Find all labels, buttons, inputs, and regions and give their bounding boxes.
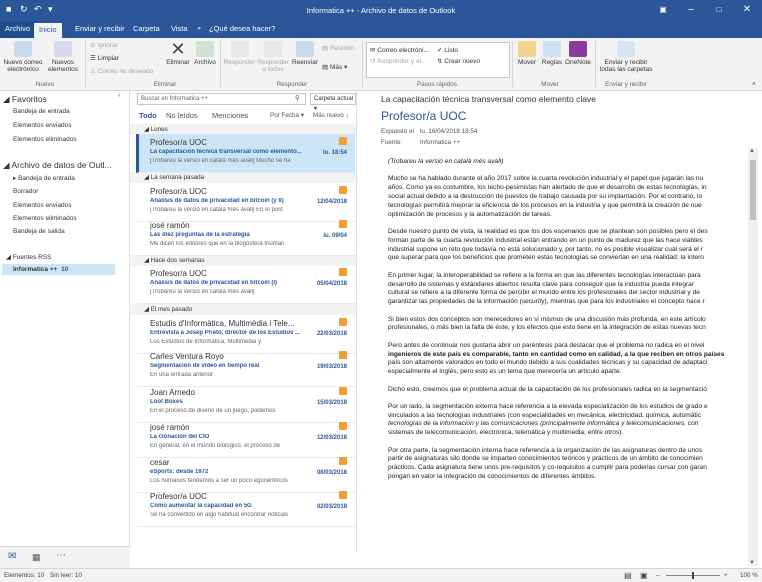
- folder-fav-inbox[interactable]: Bandeja de entrada: [13, 108, 70, 115]
- reading-scrollbar[interactable]: [748, 148, 758, 566]
- mail-icon[interactable]: ✉: [8, 551, 17, 562]
- posted-date: lu. 16/04/2018 18:54: [420, 128, 478, 135]
- send-receive-all-button[interactable]: Enviar y recibir todas las carpetas: [598, 41, 654, 73]
- filter-unread[interactable]: No leídos: [166, 111, 198, 120]
- posted-label: Expuesto el: [381, 128, 414, 135]
- folder-rss-informatica[interactable]: Informatica ++ 10: [2, 264, 115, 275]
- junk-button[interactable]: ⚠ Correo no deseado: [90, 68, 154, 75]
- lightning-icon: ↯: [437, 58, 445, 65]
- meeting-icon: ▤: [322, 45, 330, 52]
- list-item[interactable]: Profesor/a UOC Análisis de datos de privacidad en bitcoin (y II) 12/04/2018 [Trobareu la versió en català més avall] En el post: [136, 183, 355, 222]
- article-title: La capacitación técnica transversal como elemento clave: [381, 94, 596, 104]
- forward-icon: [296, 41, 314, 57]
- collapse-icon: ◢: [144, 126, 151, 133]
- rss-icon: [339, 318, 347, 326]
- move-button[interactable]: Mover: [514, 41, 540, 66]
- collapse-ribbon-icon[interactable]: ˄: [752, 81, 756, 88]
- rss-icon: [339, 491, 347, 499]
- group-header[interactable]: ◢ Hace dos semanas: [130, 255, 356, 266]
- list-item[interactable]: josé ramón La clonación del CIO 12/03/2018 En general, en el mundo biológico, el proceso de: [136, 419, 355, 458]
- new-items-icon: [54, 41, 72, 57]
- rss-icon: [339, 457, 347, 465]
- paragraph: Mucho se ha hablado durante el año 2017 sobre la cuarta revolución industrial y el papel que jugarán las nu años. Como ya es costumbre, los techo-pesimistas han alertado de que el desarrollo de estas tecnologías, in social actual debido a la destrucción de puestos de trabajo causada por su implantación. Por el contrario, lo tecnologías permitirá mejorar la eficiencia de los procesos en la industria y que permitirá la creación de nue optimización de procesos y la automatización de tareas.: [388, 175, 707, 218]
- group-header[interactable]: ◢ La semana pasada: [130, 172, 356, 183]
- search-input[interactable]: Buscar en Informatica ++: [137, 93, 306, 105]
- reply-all-button[interactable]: Responder a todos: [256, 41, 290, 73]
- unread-count: 10: [61, 266, 69, 273]
- folder-fav-sent[interactable]: Elementos enviados: [13, 122, 72, 129]
- ribbon-display-icon[interactable]: ▣: [659, 5, 667, 14]
- archive-icon: [196, 41, 214, 57]
- paragraph: Por otra parte, la segmentación interna hace referencia a la organización de las asignaturas dentro de unos partir de asignaturas silo donde se imparten conocimientos teóricos y prácticos de un ámbito de conocimien prácticos. Cada asignatura tiene unos pre-requisitos y co-requisitos a cumplir para poderlas cursar con garan pongan en valor la integración de conocimientos de diferentes ámbitos.: [388, 446, 707, 481]
- list-item[interactable]: Carles Ventura Royo Segmentación de vídeo en tiempo real 19/03/2018 En una entrada anterior: [136, 348, 355, 387]
- reply-all-icon: [264, 41, 282, 57]
- items-count: Elementos: 10: [4, 572, 45, 579]
- expand-arrow-icon: ◢: [3, 94, 12, 104]
- list-item[interactable]: josé ramón Las diez preguntas de la estrategia lu. 09/04 Me dicen los editores que en la blogosfera triunfan: [136, 217, 355, 256]
- folder-outbox[interactable]: Bandeja de salida: [13, 228, 65, 235]
- quick-step-mail[interactable]: ✉ Correo electróni...: [370, 47, 429, 54]
- filter-mentions[interactable]: Menciones: [212, 111, 249, 120]
- rss-icon: [339, 220, 347, 228]
- folder-drafts[interactable]: Borrador: [13, 188, 39, 195]
- sort-by-dropdown[interactable]: Por Fecha ▾: [270, 112, 304, 119]
- paragraph: Si bien estos dos conceptos son merecedores en sí mismos de una discusión más profunda, en este artículo profesionales, o más bien la falta de éste, y los efectos que esto tiene en la integración de estas nuevas tecn: [388, 315, 706, 332]
- group-label-move: Mover: [541, 81, 559, 88]
- ribbon-separator: [220, 41, 221, 87]
- folder-deleted[interactable]: Elementos eliminados: [13, 215, 77, 222]
- paragraph: Pero antes de continuar nos gustaría abrir un paréntesis para destacar que el problema no radica en el nivel ingenieros de este país es comparable, tanto en cantidad como en calidad, a la que reciben en otros países país son altamente valorados en todo el mundo debido a sus cualidades técnicas y su capacidad de adaptaci especialmente el inglés, pero esto es un tema que merecería un artículo aparte.: [388, 341, 725, 376]
- rss-icon: [339, 186, 347, 194]
- ribbon-separator: [595, 41, 596, 87]
- list-item[interactable]: cesar eSports: desde 1972 08/03/2018 Los humanos tendemos a ser un poco egocéntricos: [136, 454, 355, 493]
- article-author: Profesor/a UOC: [381, 109, 467, 123]
- quick-step-reply-delete[interactable]: ↺ Responder y el...: [370, 58, 427, 65]
- group-label-delete: Eliminar: [153, 81, 177, 88]
- filter-all[interactable]: Todo: [139, 111, 157, 120]
- source-value: Informatica ++: [420, 139, 461, 146]
- collapse-icon: ◢: [144, 174, 151, 181]
- zoom-out-icon[interactable]: –: [656, 572, 660, 579]
- tell-me-search[interactable]: ¿Qué desea hacer?: [209, 24, 276, 33]
- quick-step-done[interactable]: ✔ Listo: [437, 47, 458, 54]
- reply-button[interactable]: Responder: [223, 41, 256, 66]
- group-header[interactable]: ◢ Lunes: [130, 124, 356, 135]
- list-item[interactable]: Estudis d'Informàtica, Multimèdia i Tele... Entrevista a Josep Prieto, director de los Estudios ... 22/03/2018 Los Estudios de Informática, Multimedia y: [136, 315, 355, 354]
- folder-sent[interactable]: Elementos enviados: [13, 202, 72, 209]
- onenote-button[interactable]: OneNote: [564, 41, 592, 66]
- ribbon: [0, 38, 762, 91]
- search-icon[interactable]: ⚲: [295, 95, 300, 102]
- expand-arrow-icon: ▸: [13, 175, 19, 182]
- junk-icon: ⚠: [90, 68, 98, 75]
- tab-archivo[interactable]: Archivo: [0, 21, 35, 38]
- sendrecv-quick-icon[interactable]: ↻: [20, 4, 28, 14]
- list-item[interactable]: Profesor/a UOC La capacitación técnica transversal como elemento... lu. 18:54 [Trobareu la versió en català més avall] Mucho se ha: [136, 134, 355, 173]
- clean-icon: ☰: [90, 55, 98, 62]
- check-icon: ✔: [437, 47, 445, 54]
- customize-quick-access-icon[interactable]: ▾: [48, 4, 53, 14]
- collapse-icon: ◢: [144, 306, 151, 313]
- tab-enviar-recibir[interactable]: Enviar y recibir: [75, 24, 125, 33]
- article-body: [388, 158, 746, 490]
- tab-vista[interactable]: Vista: [171, 24, 188, 33]
- folder-inbox[interactable]: ▸ Bandeja de entrada: [13, 175, 75, 182]
- rules-button[interactable]: Reglas: [540, 41, 564, 66]
- search-scope-dropdown[interactable]: Carpeta actual ▾: [310, 93, 356, 105]
- tab-carpeta[interactable]: Carpeta: [133, 24, 160, 33]
- minimize-button[interactable]: –: [688, 4, 694, 15]
- delete-button[interactable]: ✕ Eliminar: [166, 39, 190, 66]
- more-apps-icon[interactable]: ⋯: [56, 550, 66, 561]
- rss-icon: [339, 422, 347, 430]
- quick-steps-gallery: [366, 42, 510, 78]
- source-label: Fuente: [381, 139, 401, 146]
- title-bar: [0, 0, 762, 21]
- paragraph: Por un lado, la segmentación externa hace referencia a la elevada especialización de los estudios de grado e vinculados a las tecnologías industriales (con especialidades en mecánica, electricidad, química, automátic tecnologías de la información y las comunicaciones (principalmente informática y telecomunicaciones, con sistemas de telecomunicación, electrónica, telemática y multimedia, entre otros).: [388, 402, 708, 437]
- mail-icon: ✉: [370, 47, 378, 54]
- ignore-icon: ⊘: [90, 42, 98, 49]
- tab-inicio[interactable]: Inicio: [34, 23, 62, 38]
- zoom-slider-thumb[interactable]: [692, 572, 694, 579]
- expand-arrow-icon: ◢: [6, 254, 13, 261]
- clean-button[interactable]: ☰ Limpiar: [90, 55, 119, 62]
- scroll-thumb[interactable]: [750, 160, 756, 220]
- normal-view-icon[interactable]: ▤: [624, 571, 632, 580]
- zoom-in-icon[interactable]: +: [724, 572, 728, 579]
- quick-step-create-new[interactable]: ↯ Crear nuevo: [437, 58, 481, 65]
- navigation-bar: [0, 546, 130, 568]
- list-item[interactable]: Joan Arnedo Loot Boxes 15/03/2018 En el proceso de diseño de un juego, podemos: [136, 384, 355, 423]
- new-email-button[interactable]: Nuevo correo electrónico: [3, 41, 43, 73]
- envelope-icon: [14, 41, 32, 57]
- paragraph: Dicho esto, creemos que el problema actual de la capacitación de los profesionales radica en la segmentació: [388, 385, 707, 393]
- more-icon: ▤: [322, 64, 330, 71]
- folder-pane: [0, 91, 130, 552]
- close-button[interactable]: ✕: [742, 4, 752, 15]
- lightbulb-icon: ⚬: [196, 24, 203, 33]
- ribbon-separator: [362, 41, 363, 87]
- folder-move-icon: [518, 41, 536, 57]
- ignore-button[interactable]: ⊘ Ignorar: [90, 42, 118, 49]
- group-label-respond: Responder: [276, 81, 308, 88]
- paragraph: (Trobareu la versió en català més avall): [388, 158, 504, 165]
- zoom-level[interactable]: 100 %: [740, 572, 758, 579]
- collapse-pane-icon[interactable]: ‹: [118, 92, 121, 99]
- reading-view-icon[interactable]: ▣: [640, 571, 648, 580]
- undo-icon[interactable]: ↶: [34, 4, 42, 14]
- status-bar: [0, 568, 762, 582]
- window-title: Informatica ++ - Archivo de datos de Outlook: [306, 6, 456, 15]
- ribbon-separator: [85, 41, 86, 87]
- paragraph: Desde nuestro punto de vista, la realidad es que los dos escenarios que se plantean son posibles pero el des forman parte de la cuarta revolución industrial están entrando en un punto de madurez que las hace viables industrial supone un reto que todavía no está solucionado y, por tanto, no es posible visualizar cuál será el r que superar para que los beneficios que prometen estas tecnologías se conviertan en una realidad: la intero: [388, 227, 708, 262]
- folder-fav-deleted[interactable]: Elementos eliminados: [13, 136, 77, 143]
- scroll-down-arrow[interactable]: ▼: [749, 560, 755, 566]
- favorites-header[interactable]: ◢ Favoritos: [3, 94, 47, 104]
- save-icon[interactable]: ■: [6, 4, 12, 14]
- collapse-icon: ◢: [144, 257, 151, 264]
- send-receive-icon: [617, 41, 635, 57]
- paragraph: En primer lugar, la interoperabilidad se refiere a la forma en que las diferentes tecnologías interactúan para desarrollo de sistemas y estándares abiertos resulta clave para conseguir que la industria pueda integrar cultural se refiere a la diferente forma de percibir el mundo entre los profesionales del sector industrial y de garantizar las propiedades de la información (security), mientras que para los industriales el concepto hace r: [388, 271, 705, 306]
- group-header[interactable]: ◢ El mes pasado: [130, 304, 356, 315]
- new-items-button[interactable]: Nuevos elementos: [44, 41, 82, 73]
- group-label-send-receive: Enviar y recibir: [605, 81, 647, 88]
- sort-order-button[interactable]: Más nuevo ↓: [313, 112, 349, 119]
- reply-delete-icon: ↺: [370, 58, 378, 65]
- scroll-up-arrow[interactable]: ▲: [749, 148, 755, 154]
- rss-icon: [339, 387, 347, 395]
- calendar-icon[interactable]: ▦: [32, 552, 41, 562]
- ribbon-separator: [512, 41, 513, 87]
- group-label-quick-steps: Pasos rápidos: [417, 81, 457, 88]
- more-button[interactable]: ▤ Más ▾: [322, 64, 348, 71]
- reply-icon: [231, 41, 249, 57]
- unread-status: Sin leer: 10: [50, 572, 82, 579]
- rss-icon: [339, 268, 347, 276]
- rss-icon: [339, 351, 347, 359]
- rss-icon: [339, 137, 347, 145]
- ribbon-tabs: [0, 21, 762, 38]
- rules-icon: [543, 41, 561, 57]
- folder-rss[interactable]: ◢ Fuentes RSS: [6, 254, 52, 261]
- expand-arrow-icon: ◢: [3, 160, 12, 170]
- maximize-button[interactable]: □: [716, 5, 722, 14]
- list-item[interactable]: Profesor/a UOC Cómo aumentar la capacidad en 5G 02/03/2018 Se ha convertido en algo habitual encontrar noticias: [136, 488, 355, 527]
- group-label-new: Nuevo: [35, 81, 55, 88]
- datafile-header[interactable]: ◢ Archivo de datos de Outl...: [3, 160, 112, 170]
- onenote-icon: [569, 41, 587, 57]
- meeting-button[interactable]: ▤ Reunión: [322, 45, 355, 52]
- archive-button[interactable]: Archivo: [192, 41, 218, 66]
- list-item[interactable]: Profesor/a UOC Análisis de datos de privacidad en bitcoin (I) 05/04/2018 [Trobareu la versió en català més avall]: [136, 265, 355, 304]
- forward-button[interactable]: Reenviar: [290, 41, 320, 66]
- delete-x-icon: ✕: [170, 39, 186, 59]
